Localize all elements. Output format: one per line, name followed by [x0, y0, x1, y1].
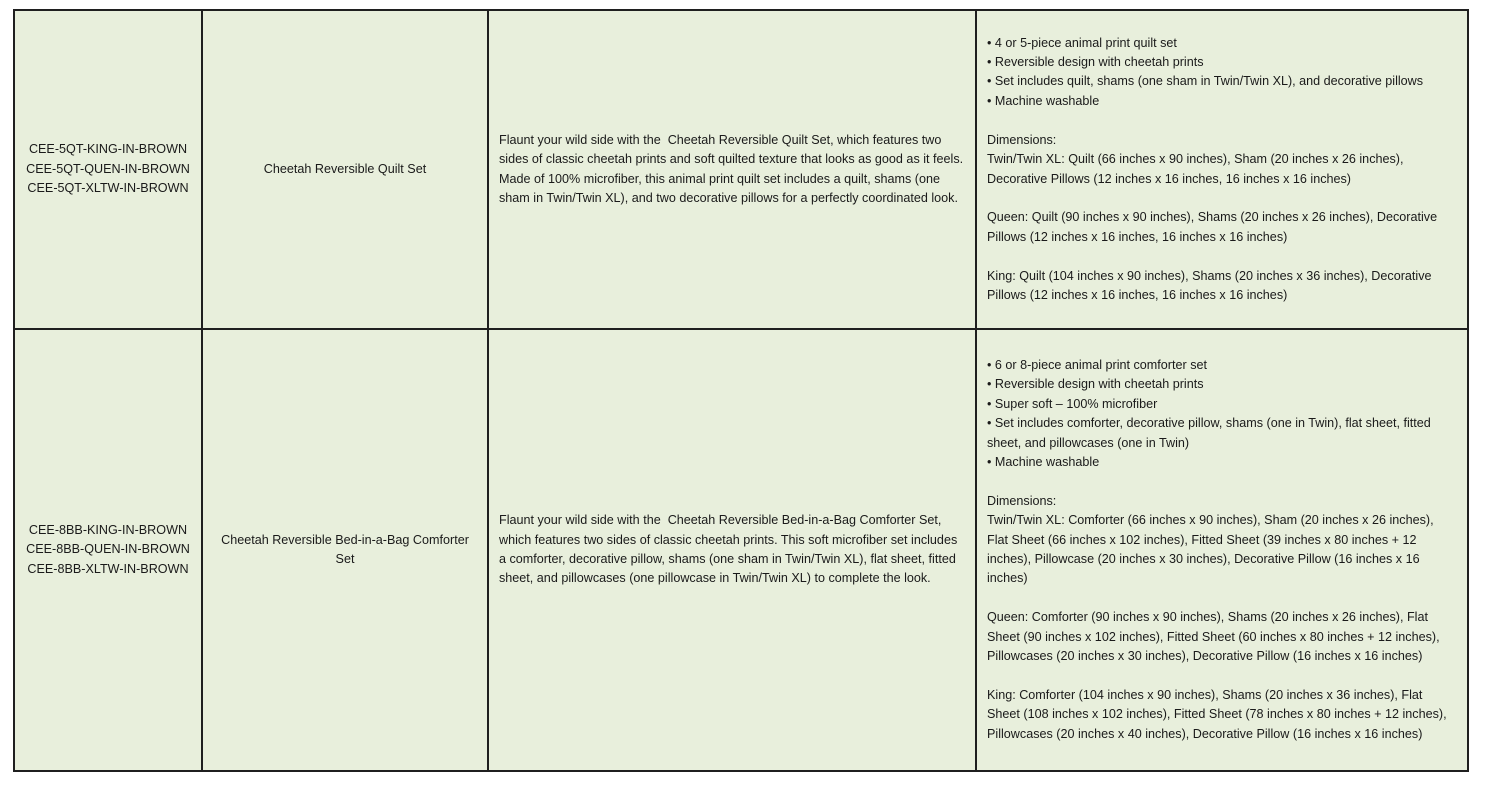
sku: CEE-5QT-QUEN-IN-BROWN [26, 161, 190, 176]
sku: CEE-8BB-QUEN-IN-BROWN [26, 542, 190, 557]
dimensions-queen: Queen: Quilt (90 inches x 90 inches), Shams (20 inches x 26 inches), Decorative Pillows (12 inches x 16 inches, 16 inches x 16 inches) [987, 210, 1441, 244]
feature-item: • 6 or 8-piece animal print comforter set [987, 357, 1207, 372]
product-description: Flaunt your wild side with the Cheetah Reversible Quilt Set, which features two sides of classic cheetah prints and soft quilted texture that looks as good as it feels. Made of 100% microfiber, this animal print quilt set includes a quilt, shams (one sham in Twin/Twin XL), and two decorative pillows for a perfectly coordinated look. [499, 132, 967, 205]
dimensions-block [987, 131, 1457, 189]
feature-list [987, 34, 1457, 112]
description-cell[interactable] [488, 329, 976, 771]
dimensions-heading: Dimensions: [987, 493, 1057, 508]
dimensions-twin: Twin/Twin XL: Comforter (66 inches x 90 inches), Sham (20 inches x 26 inches), Flat Sheet (66 inches x 102 inches), Fitted Sheet (39 inches x 80 inches + 12 inches), Pillowcase (20 inches x 30 inches), Decorative Pillow (16 inches x 16 inches) [987, 513, 1438, 586]
feature-list [987, 356, 1457, 472]
feature-item: • 4 or 5-piece animal print quilt set [987, 35, 1177, 50]
product-spec-table [13, 9, 1469, 772]
dimensions-block [987, 492, 1457, 589]
feature-item: • Machine washable [987, 93, 1100, 108]
features-dimensions-cell[interactable] [976, 10, 1468, 329]
sku: CEE-8BB-XLTW-IN-BROWN [27, 561, 189, 576]
product-name-cell[interactable] [202, 10, 488, 329]
table-row [14, 10, 1468, 329]
product-name: Cheetah Reversible Quilt Set [263, 161, 427, 176]
feature-item: • Super soft – 100% microfiber [987, 396, 1158, 411]
dimensions-queen: Queen: Comforter (90 inches x 90 inches), Shams (20 inches x 26 inches), Flat Sheet (90 inches x 102 inches), Fitted Sheet (60 inches x 80 inches + 12 inches), Pillowcases (20 inches x 30 inches), Decorative Pillow (16 inches x 16 inches) [987, 610, 1444, 664]
table-row [14, 329, 1468, 771]
sku-cell[interactable] [14, 10, 202, 329]
dimensions-block [987, 208, 1457, 247]
dimensions-block [987, 267, 1457, 306]
sku: CEE-5QT-KING-IN-BROWN [28, 142, 188, 157]
dimensions-king: King: Quilt (104 inches x 90 inches), Shams (20 inches x 36 inches), Decorative Pillows (12 inches x 16 inches, 16 inches x 16 inches) [987, 268, 1435, 302]
feature-item: • Set includes comforter, decorative pillow, shams (one in Twin), flat sheet, fitted sheet, and pillowcases (one in Twin) [987, 416, 1435, 450]
dimensions-king: King: Comforter (104 inches x 90 inches), Shams (20 inches x 36 inches), Flat Sheet (108 inches x 102 inches), Fitted Sheet (78 inches x 80 inches + 12 inches), Pillowcases (20 inches x 40 inches), Decorative Pillow (16 inches x 16 inches) [987, 687, 1451, 741]
feature-item: • Machine washable [987, 454, 1100, 469]
dimensions-block [987, 686, 1457, 744]
dimensions-block [987, 608, 1457, 666]
feature-item: • Reversible design with cheetah prints [987, 55, 1204, 70]
description-cell[interactable] [488, 10, 976, 329]
sku: CEE-5QT-XLTW-IN-BROWN [27, 181, 189, 196]
dimensions-twin: Twin/Twin XL: Quilt (66 inches x 90 inches), Sham (20 inches x 26 inches), Decorative Pillows (12 inches x 16 inches, 16 inches x 16 inches) [987, 152, 1407, 186]
product-name-cell[interactable] [202, 329, 488, 771]
feature-item: • Reversible design with cheetah prints [987, 377, 1204, 392]
feature-item: • Set includes quilt, shams (one sham in Twin/Twin XL), and decorative pillows [987, 74, 1424, 89]
dimensions-heading: Dimensions: [987, 132, 1057, 147]
product-description: Flaunt your wild side with the Cheetah Reversible Bed-in-a-Bag Comforter Set, which features two sides of classic cheetah prints. This soft microfiber set includes a comforter, decorative pillow, shams (one sham in Twin/Twin XL), flat sheet, fitted sheet, and pillowcases (one pillowcase in Twin/Twin XL) to complete the look. [499, 513, 961, 586]
product-name: Cheetah Reversible Bed-in-a-Bag Comforter Set [221, 532, 473, 566]
sku: CEE-8BB-KING-IN-BROWN [28, 522, 188, 537]
sku-cell[interactable] [14, 329, 202, 771]
features-dimensions-cell[interactable] [976, 329, 1468, 771]
